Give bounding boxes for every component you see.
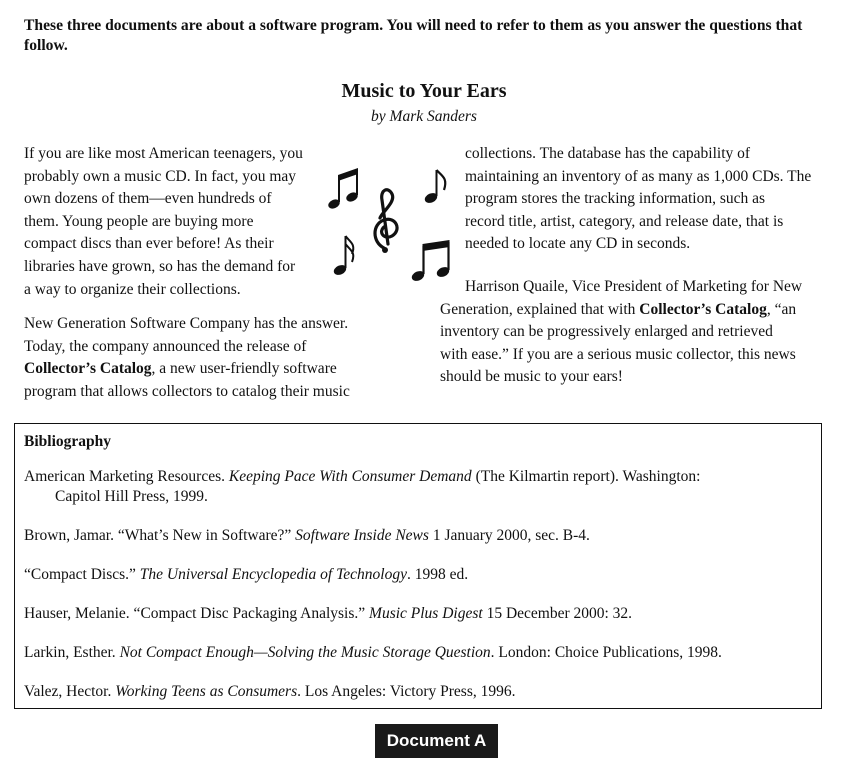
bibliography-entry: Brown, Jamar. “What’s New in Software?” Software Inside News 1 January 2000, sec. B-4. (24, 527, 590, 544)
text-line: record title, artist, category, and release date, that is (465, 212, 784, 230)
text-line: them. Young people are buying more (24, 212, 254, 230)
text-line: Harrison Quaile, Vice President of Marketing for New (465, 278, 803, 295)
bibliography-box (14, 423, 822, 709)
bibliography-heading: Bibliography (24, 433, 111, 450)
text-line: probably own a music CD. In fact, you may (24, 167, 297, 185)
article-paragraph-1 (24, 143, 324, 301)
text-line: If you are like most American teenagers, you (24, 145, 303, 162)
music-notes-icon (322, 160, 462, 290)
bibliography-entry: Larkin, Esther. Not Compact Enough—Solving the Music Storage Question. London: Choice Publications, 1998. (24, 644, 722, 661)
text-line: program that allows collectors to catalog their music (24, 382, 350, 400)
bibliography-entry: Hauser, Melanie. “Compact Disc Packaging Analysis.” Music Plus Digest 15 December 2000: 32. (24, 605, 633, 622)
bibliography-entry: American Marketing Resources. Keeping Pace With Consumer Demand (The Kilmartin report). Washington: Capitol Hill Press, 1999. (24, 468, 701, 505)
text-line: New Generation Software Company has the answer. (24, 315, 349, 332)
text-line: Today, the company announced the release of (24, 337, 307, 355)
sixteenth-note-icon (332, 236, 353, 277)
text-line: collections. The database has the capability of (465, 145, 751, 162)
work-title: Music Plus Digest (369, 605, 483, 622)
work-title: Keeping Pace With Consumer Demand (228, 468, 472, 485)
article-paragraph-3 (465, 143, 825, 256)
product-name: Collector’s Catalog (24, 360, 152, 378)
text-line: Collector’s Catalog, a new user-friendly software (24, 360, 337, 378)
text-line: should be music to your ears! (440, 368, 623, 386)
work-title: The Universal Encyclopedia of Technology (139, 566, 407, 583)
text-line: needed to locate any CD in seconds. (465, 235, 691, 253)
text-line: compact discs than ever before! As their (24, 235, 274, 253)
instructions: These three documents are about a software program. You will need to refer to them as you answer the questions that follow. (24, 17, 803, 54)
treble-clef-icon (375, 190, 397, 253)
article-title: Music to Your Ears (341, 80, 507, 102)
eighth-note-icon (423, 170, 445, 205)
work-title: Software Inside News (295, 527, 429, 544)
work-title: Working Teens as Consumers (115, 683, 298, 700)
text-line: inventory can be progressively enlarged and retrieved (440, 323, 773, 341)
text-line: a way to organize their collections. (24, 280, 241, 298)
product-name: Collector’s Catalog (639, 300, 767, 318)
work-title: Not Compact Enough—Solving the Music Storage Question (119, 644, 491, 661)
bibliography-entry: Valez, Hector. Working Teens as Consumers. Los Angeles: Victory Press, 1996. (24, 683, 516, 700)
document-label: Document A (375, 724, 498, 758)
article-byline: by Mark Sanders (371, 108, 477, 125)
text-line: maintaining an inventory of as many as 1,000 CDs. The (465, 167, 812, 185)
text-line: Generation, explained that with Collector’s Catalog, “an (440, 300, 797, 318)
text-line: own dozens of them—even hundreds of (24, 190, 272, 208)
article-paragraph-2 (24, 313, 384, 403)
text-line: with ease.” If you are a serious music collector, this news (440, 345, 796, 363)
text-line: program stores the tracking information, such as (465, 190, 766, 208)
text-line: libraries have grown, so has the demand for (24, 257, 296, 275)
beamed-notes-icon (327, 168, 359, 210)
article-paragraph-4 (440, 276, 830, 389)
bibliography-entry: “Compact Discs.” The Universal Encyclopedia of Technology. 1998 ed. (24, 566, 469, 583)
